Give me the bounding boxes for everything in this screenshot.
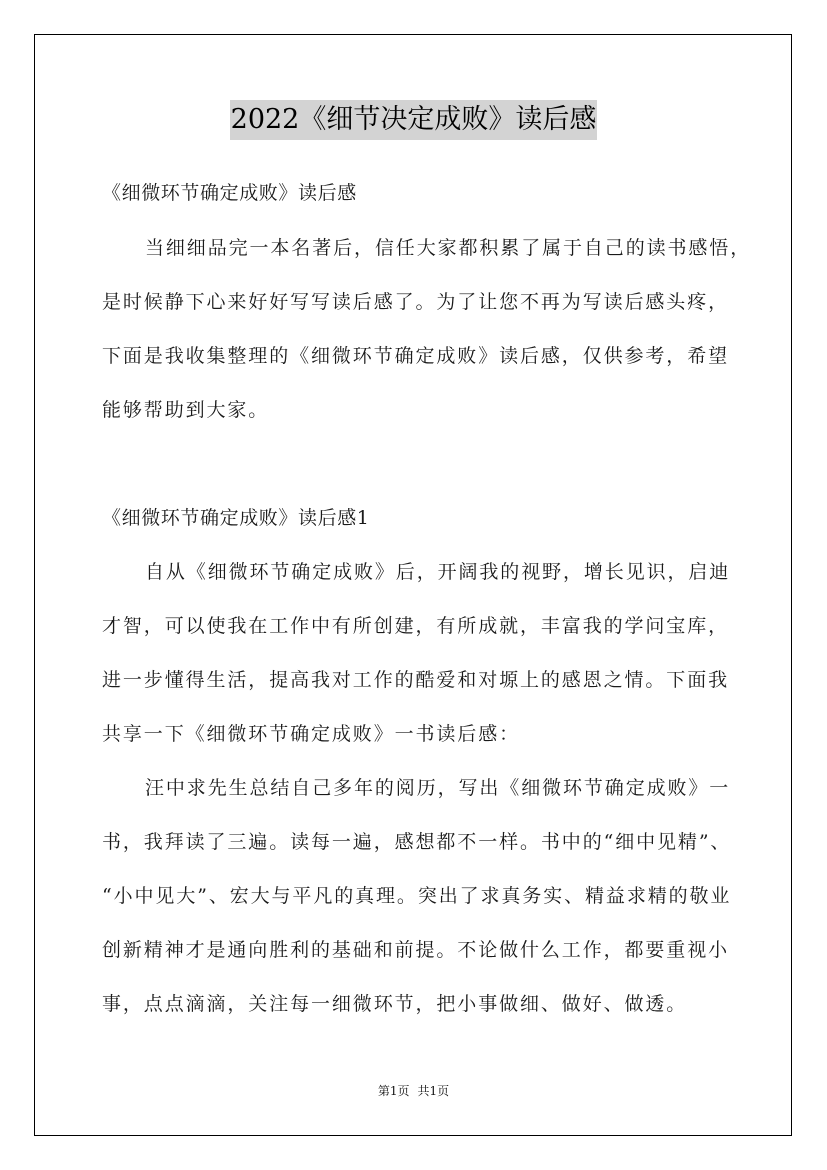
paragraph-line: 汪中求先生总结自己多年的阅历，写出《细微环节确定成败》一 <box>145 777 731 799</box>
paragraph-line: 自从《细微环节确定成败》后，开阔我的视野，增长见识，启迪 <box>145 561 731 583</box>
page-footer <box>0 1083 827 1099</box>
page-number: 第1页 <box>377 1084 410 1098</box>
intro-heading: 《细微环节确定成败》读后感 <box>102 182 357 204</box>
paragraph-line: 才智，可以使我在工作中有所创建，有所成就，丰富我的学问宝库， <box>102 615 730 637</box>
page-total: 共1页 <box>417 1084 450 1098</box>
intro-line: 能够帮助到大家。 <box>102 399 270 421</box>
intro-line: 下面是我收集整理的《细微环节确定成败》读后感，仅供参考，希望 <box>102 345 730 367</box>
paragraph-line: 事，点点滴滴，关注每一细微环节，把小事做细、做好、做透。 <box>102 993 688 1015</box>
paragraph-line: 共享一下《细微环节确定成败》一书读后感： <box>102 723 521 745</box>
paragraph-line: “小中见大”、宏大与平凡的真理。突出了求真务实、精益求精的敬业 <box>102 885 732 907</box>
paragraph-line: 书，我拜读了三遍。读每一遍，感想都不一样。书中的“细中见精”、 <box>102 831 732 853</box>
section-heading: 《细微环节确定成败》读后感1 <box>102 507 370 529</box>
paragraph-line: 创新精神才是通向胜利的基础和前提。不论做什么工作，都要重视小 <box>102 939 730 961</box>
intro-line: 当细细品完一本名著后，信任大家都积累了属于自己的读书感悟， <box>145 237 752 259</box>
document-title: 2022《细节决定成败》读后感 <box>230 100 598 140</box>
paragraph-line: 进一步懂得生活，提高我对工作的酷爱和对塬上的感恩之情。下面我 <box>102 669 730 691</box>
intro-line: 是时候静下心来好好写写读后感了。为了让您不再为写读后感头疼， <box>102 291 730 313</box>
title-container <box>0 100 827 140</box>
